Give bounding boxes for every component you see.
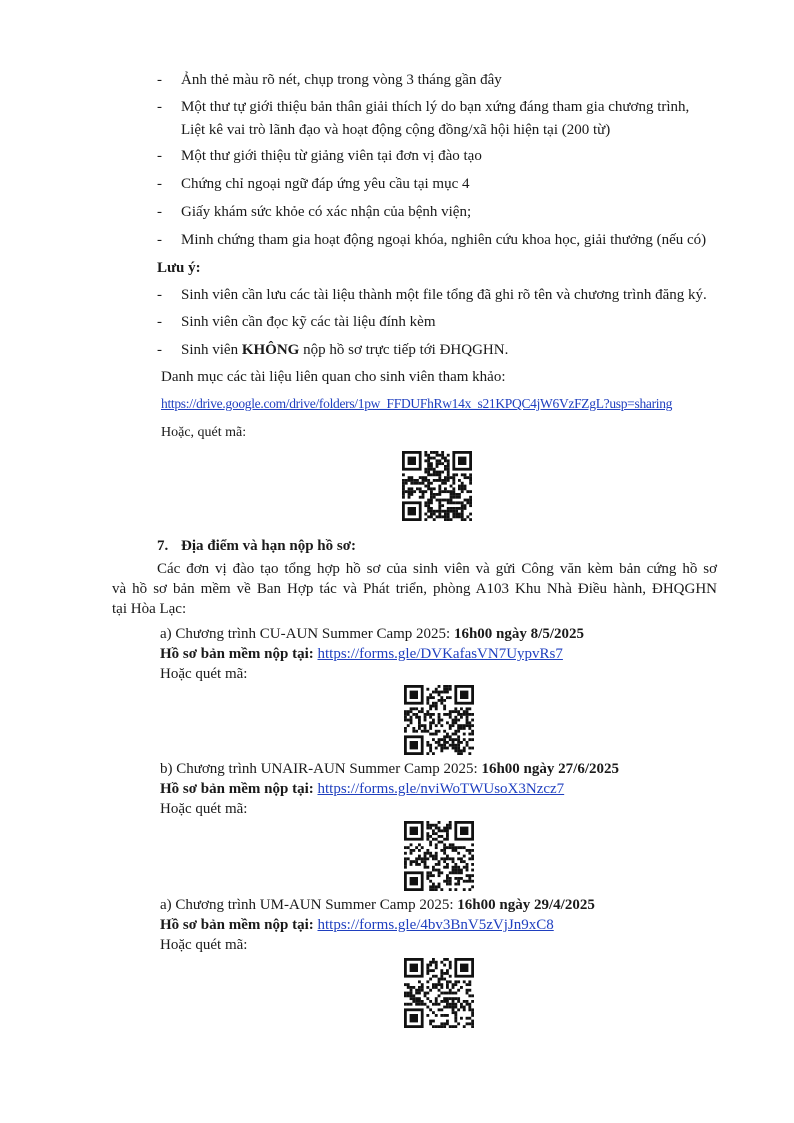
program-unair-submit: Hồ sơ bản mềm nộp tại: https://forms.gle/nviWoTWUsoX3Nzcz7: [160, 781, 565, 797]
program-unair-form-link[interactable]: https://forms.gle/nviWoTWUsoX3Nzcz7: [317, 781, 565, 797]
program-um-or-scan: Hoặc quét mã:: [160, 937, 248, 953]
program-cu-line: a) Chương trình CU-AUN Summer Camp 2025: 16h00 ngày 8/5/2025: [160, 626, 584, 642]
qr-code-icon: [404, 821, 474, 891]
document-item-letter-cont: Liệt kê vai trò lãnh đạo và hoạt động cộng đồng/xã hội hiện tại (200 từ): [181, 122, 611, 138]
program-um-form-link[interactable]: https://forms.gle/4bv3BnV5zVjJn9xC8: [317, 917, 554, 933]
program-cu-or-scan: Hoặc quét mã:: [160, 666, 248, 682]
qr-code-icon: [402, 451, 472, 521]
note-item-read: Sinh viên cần đọc kỹ các tài liệu đính kèm: [181, 314, 436, 330]
reference-or-scan: Hoặc, quét mã:: [161, 425, 247, 440]
bullet: -: [157, 204, 162, 220]
document-item-language-cert: Chứng chỉ ngoại ngữ đáp ứng yêu cầu tại mục 4: [181, 176, 470, 192]
program-um-line: a) Chương trình UM-AUN Summer Camp 2025: 16h00 ngày 29/4/2025: [160, 897, 595, 913]
document-item-letter: Một thư tự giới thiệu bản thân giải thích lý do bạn xứng đáng tham gia chương trình,: [181, 99, 690, 115]
section-7-paragraph-line-2: và hồ sơ bản mềm về Ban Hợp tác và Phát triển, phòng A103 Khu Nhà Điều hành, ĐHQGHN: [112, 581, 717, 597]
bullet: -: [157, 314, 162, 330]
notes-heading: Lưu ý:: [157, 260, 201, 276]
bullet: -: [157, 176, 162, 192]
bullet: -: [157, 287, 162, 303]
program-unair-line: b) Chương trình UNAIR-AUN Summer Camp 2025: 16h00 ngày 27/6/2025: [160, 761, 619, 777]
bullet: -: [157, 148, 162, 164]
bullet: -: [157, 232, 162, 248]
bullet: -: [157, 99, 162, 115]
document-item-activities: Minh chứng tham gia hoạt động ngoại khóa, nghiên cứu khoa học, giải thưởng (nếu có): [181, 232, 707, 248]
document-item-recommendation: Một thư giới thiệu từ giảng viên tại đơn vị đào tạo: [181, 148, 482, 164]
qr-code-icon: [404, 685, 474, 755]
document-item-photo: Ảnh thẻ màu rõ nét, chụp trong vòng 3 tháng gần đây: [181, 72, 502, 88]
document-item-health: Giấy khám sức khỏe có xác nhận của bệnh viện;: [181, 204, 472, 220]
program-cu-submit: Hồ sơ bản mềm nộp tại: https://forms.gle/DVKafasVN7UypvRs7: [160, 646, 563, 662]
bullet: -: [157, 72, 162, 88]
bullet: -: [157, 342, 162, 358]
section-7-title: Địa điểm và hạn nộp hồ sơ:: [181, 538, 357, 554]
section-7-paragraph-line-1: Các đơn vị đào tạo tổng hợp hồ sơ của sinh viên và gửi Công văn kèm bản cứng hồ sơ: [157, 561, 717, 577]
section-7-paragraph-line-3: tại Hòa Lạc:: [112, 601, 187, 617]
reference-drive-link[interactable]: https://drive.google.com/drive/folders/1pw_FFDUFhRw14x_s21KPQC4jW6VzFZgL?usp=sharing: [161, 396, 673, 411]
reference-text: Danh mục các tài liệu liên quan cho sinh viên tham khảo:: [161, 369, 506, 385]
program-um-submit: Hồ sơ bản mềm nộp tại: https://forms.gle/4bv3BnV5zVjJn9xC8: [160, 917, 554, 933]
program-cu-form-link[interactable]: https://forms.gle/DVKafasVN7UypvRs7: [317, 646, 563, 662]
qr-code-icon: [404, 958, 474, 1028]
section-7-number: 7.: [157, 538, 169, 554]
note-item-file: Sinh viên cần lưu các tài liệu thành một file tổng đã ghi rõ tên và chương trình đăng ký.: [181, 287, 707, 303]
program-unair-or-scan: Hoặc quét mã:: [160, 801, 248, 817]
note-item-no-direct: Sinh viên KHÔNG nộp hồ sơ trực tiếp tới ĐHQGHN.: [181, 342, 509, 358]
